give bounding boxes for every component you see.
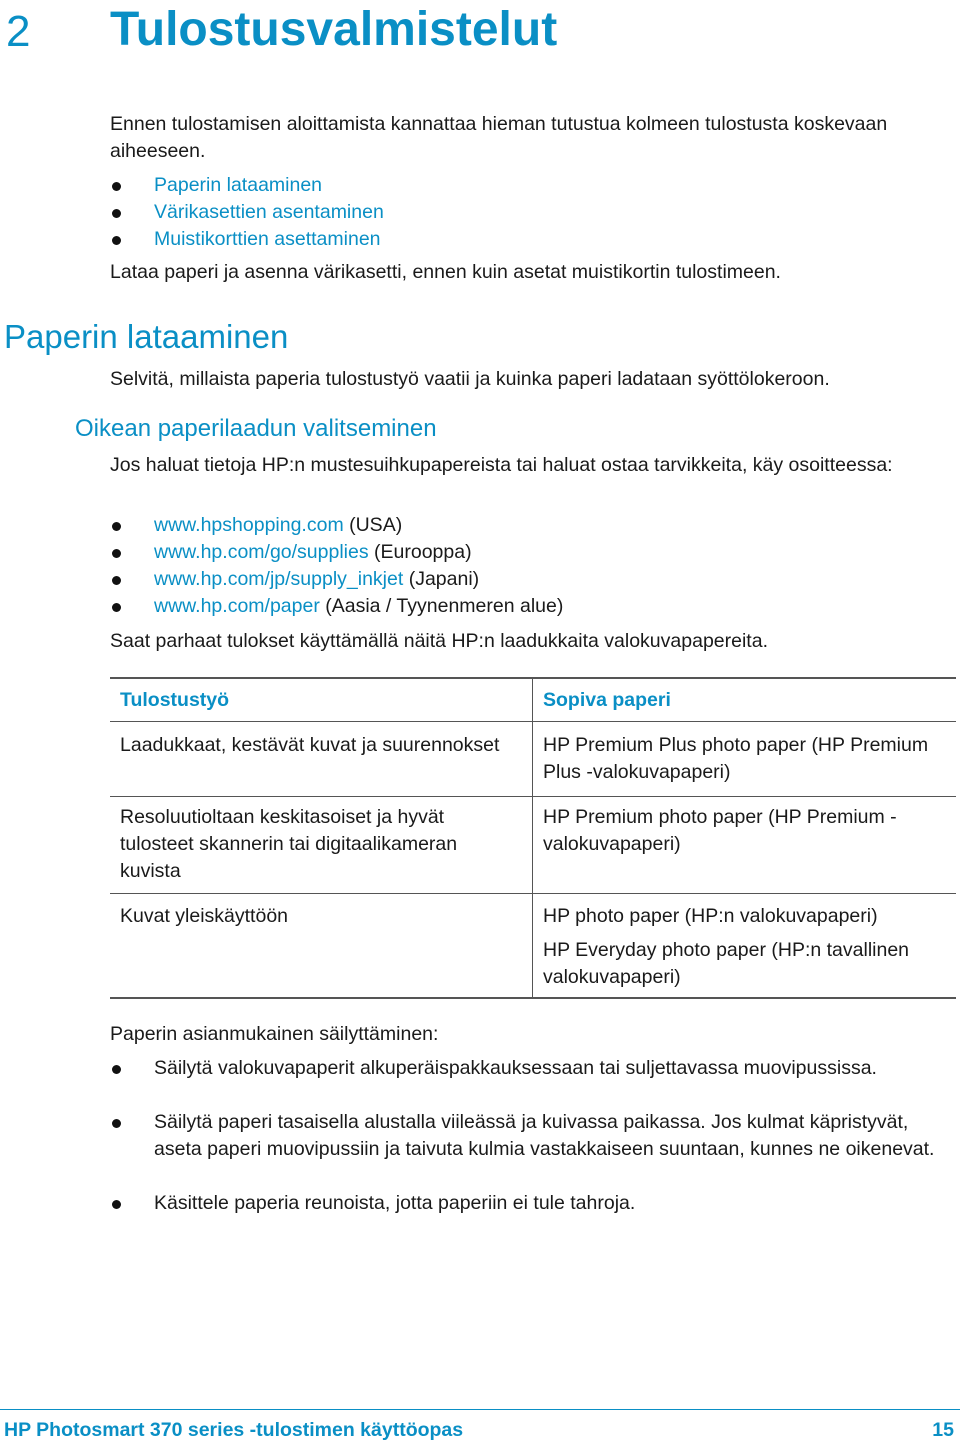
chapter-title: Tulostusvalmistelut xyxy=(110,3,558,56)
topic-link[interactable]: Värikasettien asentaminen xyxy=(154,201,384,223)
table-cell-job: Kuvat yleiskäyttöön xyxy=(120,905,289,927)
subsection-paragraph: Jos haluat tietoja HP:n mustesuihkupapereista tai haluat ostaa tarvikkeita, käy osoitteessa: xyxy=(110,454,893,476)
table-cell-paper: HP Premium Plus photo paper (HP Premium Plus -valokuvapaperi) xyxy=(543,734,929,783)
table-header-paper: Sopiva paperi xyxy=(543,689,671,711)
page-number: 15 xyxy=(932,1419,954,1441)
url-link[interactable]: www.hpshopping.com xyxy=(154,514,344,536)
bullet-icon xyxy=(112,1065,121,1074)
url-link[interactable]: www.hp.com/paper xyxy=(154,595,320,617)
intro-paragraph: Ennen tulostamisen aloittamista kannattaa hieman tutustua kolmeen tulostusta koskevaan aiheeseen. xyxy=(110,113,888,162)
section-title: Paperin lataaminen xyxy=(4,318,289,355)
url-link[interactable]: www.hp.com/go/supplies xyxy=(154,541,369,563)
bullet-icon xyxy=(112,576,121,585)
footer-title: HP Photosmart 370 series -tulostimen käyttöopas xyxy=(4,1419,464,1441)
footer-rule xyxy=(0,1409,960,1410)
url-link[interactable]: www.hp.com/jp/supply_inkjet xyxy=(154,568,404,590)
table-rule xyxy=(110,796,956,797)
table-cell-paper: HP Premium photo paper (HP Premium - valokuvapaperi) xyxy=(543,806,897,855)
table-cell-paper: HP photo paper (HP:n valokuvapaperi) xyxy=(543,905,878,927)
storage-item-text: Säilytä paperi tasaisella alustalla viileässä ja kuivassa paikassa. Jos kulmat käpristyvät, aseta paperi muovipussiin ja taivuta kulmia vastakkaiseen suuntaan, kunnes ne oikenevat. xyxy=(154,1111,935,1160)
table-divider xyxy=(532,677,533,998)
table-rule xyxy=(110,677,956,679)
section-lead: Selvitä, millaista paperia tulostustyö vaatii ja kuinka paperi ladataan syöttölokeroon. xyxy=(110,368,830,390)
subsection-after: Saat parhaat tulokset käyttämällä näitä HP:n laadukkaita valokuvapapereita. xyxy=(110,630,768,652)
table-rule xyxy=(110,893,956,894)
intro-note: Lataa paperi ja asenna värikasetti, ennen kuin asetat muistikortin tulostimeen. xyxy=(110,261,781,283)
storage-title: Paperin asianmukainen säilyttäminen: xyxy=(110,1023,439,1045)
table-rule xyxy=(110,997,956,999)
subsection-title: Oikean paperilaadun valitseminen xyxy=(75,415,437,442)
topic-link[interactable]: Paperin lataaminen xyxy=(154,174,323,196)
bullet-icon xyxy=(112,236,121,245)
bullet-icon xyxy=(112,549,121,558)
topic-link[interactable]: Muistikorttien asettaminen xyxy=(154,228,381,250)
storage-item-text: Säilytä valokuvapaperit alkuperäispakkauksessaan tai suljettavassa muovipussissa. xyxy=(154,1057,877,1079)
table-cell-paper: HP Everyday photo paper (HP:n tavallinen valokuvapaperi) xyxy=(543,939,910,988)
table-header-job: Tulostustyö xyxy=(120,689,230,711)
chapter-number: 2 xyxy=(6,7,31,56)
link-region: (Japani) xyxy=(403,568,480,590)
bullet-icon xyxy=(112,1119,121,1128)
link-region: (Eurooppa) xyxy=(368,541,472,563)
bullet-icon xyxy=(112,522,121,531)
link-region: (Aasia / Tyynenmeren alue) xyxy=(319,595,564,617)
table-cell-job: Laadukkaat, kestävät kuvat ja suurennokset xyxy=(120,734,500,756)
storage-item-text: Käsittele paperia reunoista, jotta paperiin ei tule tahroja. xyxy=(154,1192,636,1214)
bullet-icon xyxy=(112,182,121,191)
bullet-icon xyxy=(112,209,121,218)
bullet-icon xyxy=(112,1200,121,1209)
table-rule xyxy=(110,721,956,722)
link-region: (USA) xyxy=(343,514,403,536)
table-cell-job: Resoluutioltaan keskitasoiset ja hyvät tulosteet skannerin tai digitaalikameran kuvista xyxy=(120,806,458,882)
bullet-icon xyxy=(112,603,121,612)
